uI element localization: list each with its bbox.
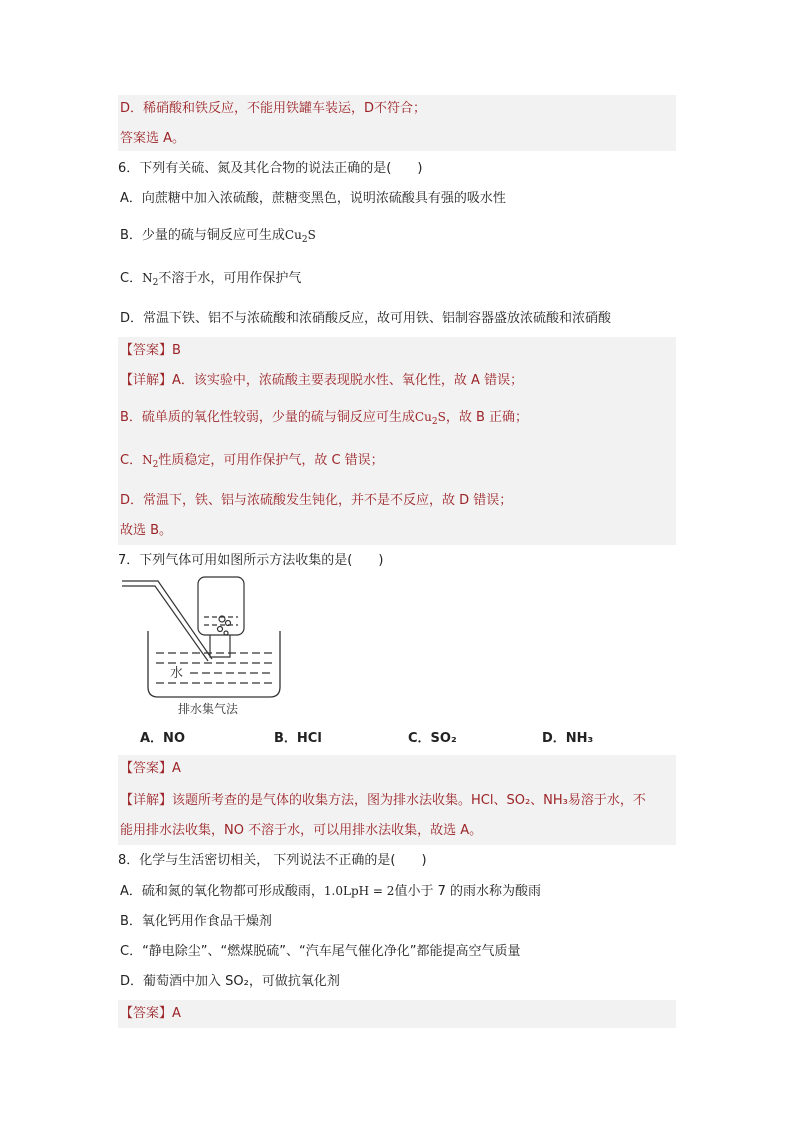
detail-label: C． xyxy=(120,453,143,468)
document-page xyxy=(118,95,676,1028)
answer-tag: 【答案】 xyxy=(120,343,173,358)
formula-n: N xyxy=(142,453,153,467)
answer-value: A xyxy=(172,1006,181,1021)
q8-option-a-text-end: 值小于 7 的雨水称为酸雨 xyxy=(394,884,541,899)
detail-tag: 【详解】 xyxy=(120,373,173,388)
detail-text: B．硫单质的氧化性较弱，少量的硫与铜反应可生成 xyxy=(120,410,415,425)
q6-option-b xyxy=(118,225,676,250)
formula-s: S xyxy=(307,228,316,242)
q8-option-d: D．葡萄酒中加入 SO₂，可做抗氧化剂 xyxy=(120,974,340,989)
q6-detail-d: D．常温下，铁、铝与浓硫酸发生钝化，并不是不反应，故 D 错误； xyxy=(120,493,513,508)
q6-option-c-label: C． xyxy=(120,271,143,286)
inverted-bottle xyxy=(198,577,244,657)
formula-cu: Cu xyxy=(284,228,302,242)
q6-option-c-text: 不溶于水，可用作保护气 xyxy=(158,271,302,286)
q6-option-b-formula xyxy=(284,228,316,245)
answer-value: B xyxy=(172,343,181,358)
detail-text: ，故 B 正确； xyxy=(445,410,528,425)
q8-option-a-text: A．硫和氮的氧化物都可形成酸雨， xyxy=(120,884,324,899)
q8-option-a-formula: 1.0LpH = 2 xyxy=(323,884,395,898)
q6-detail-b xyxy=(120,407,674,432)
q6-detail-a xyxy=(120,371,674,391)
answer-tag: 【答案】 xyxy=(120,761,173,776)
q6-option-a: A．向蔗糖中加入浓硫酸，蔗糖变黑色，说明浓硫酸具有强的吸水性 xyxy=(120,191,506,206)
drainage-gas-collection-figure xyxy=(120,575,280,715)
q6-stem: 6．下列有关硫、氮及其化合物的说法正确的是( ) xyxy=(118,161,423,176)
q8-answer xyxy=(120,1004,674,1024)
q8-stem: 8．化学与生活密切相关， 下列说法不正确的是( ) xyxy=(118,853,427,868)
figure-caption: 排水集气法 xyxy=(178,702,239,715)
q6-option-d: D．常温下铁、铝不与浓硫酸和浓硝酸反应，故可用铁、铝制容器盛放浓硫酸和浓硝酸 xyxy=(120,311,612,326)
q7-choice-a: A．NO xyxy=(140,731,185,746)
q7-choices xyxy=(118,729,676,749)
detail-tag: 【详解】 xyxy=(120,793,173,808)
detail-text: 该题所考查的是气体的收集方法，图为排水法收集。HCl、SO₂、NH₃易溶于水，不 xyxy=(172,793,646,808)
q8-answer-block xyxy=(118,1000,676,1028)
q7-detail-line2: 能用排水法收集，NO 不溶于水，可以用排水法收集，故选 A。 xyxy=(120,823,483,838)
formula-subscript: 2 xyxy=(301,235,308,245)
apparatus-diagram xyxy=(120,575,290,715)
q6-answer xyxy=(120,341,674,361)
q7-answer-block xyxy=(118,755,676,845)
formula-subscript: 2 xyxy=(152,278,159,288)
q6-option-c-formula xyxy=(142,271,159,288)
formula xyxy=(414,410,446,427)
formula-cu: Cu xyxy=(414,410,432,424)
detail-text: 性质稳定，可用作保护气，故 C 错误； xyxy=(158,453,384,468)
q7-detail-line1 xyxy=(120,791,674,811)
detail-text: A．该实验中，浓硫酸主要表现脱水性、氧化性，故 A 错误； xyxy=(172,373,524,388)
formula-s: S xyxy=(437,410,446,424)
formula-subscript: 2 xyxy=(431,417,438,427)
q8-option-a xyxy=(118,881,676,902)
q6-option-c xyxy=(118,268,676,293)
q6-option-b-text: B．少量的硫与铜反应可生成 xyxy=(120,228,285,243)
q6-detail-c xyxy=(120,450,674,475)
q7-stem: 7．下列气体可用如图所示方法收集的是( ) xyxy=(118,553,384,568)
formula xyxy=(142,453,159,470)
q7-answer xyxy=(120,759,674,779)
q7-choice-b: B．HCl xyxy=(274,731,322,746)
prev-answer-line: 答案选 A。 xyxy=(120,131,186,146)
water-trough xyxy=(148,631,280,697)
q6-answer-block xyxy=(118,337,676,545)
q7-choice-d: D．NH₃ xyxy=(542,731,594,746)
prev-option-d-explanation: D．稀硝酸和铁反应，不能用铁罐车装运，D不符合； xyxy=(120,101,427,116)
q8-option-c: C．“静电除尘”、“燃煤脱硫”、“汽车尾气催化净化”都能提高空气质量 xyxy=(120,944,521,959)
formula-subscript: 2 xyxy=(152,460,159,470)
q6-conclusion: 故选 B。 xyxy=(120,523,173,538)
figure-water-label: 水 xyxy=(170,666,184,681)
q7-choice-c: C．SO₂ xyxy=(408,731,457,746)
answer-tag: 【答案】 xyxy=(120,1006,173,1021)
formula-n: N xyxy=(142,271,153,285)
previous-answer-block xyxy=(118,95,676,151)
answer-value: A xyxy=(172,761,181,776)
q8-option-b: B．氧化钙用作食品干燥剂 xyxy=(120,914,272,929)
